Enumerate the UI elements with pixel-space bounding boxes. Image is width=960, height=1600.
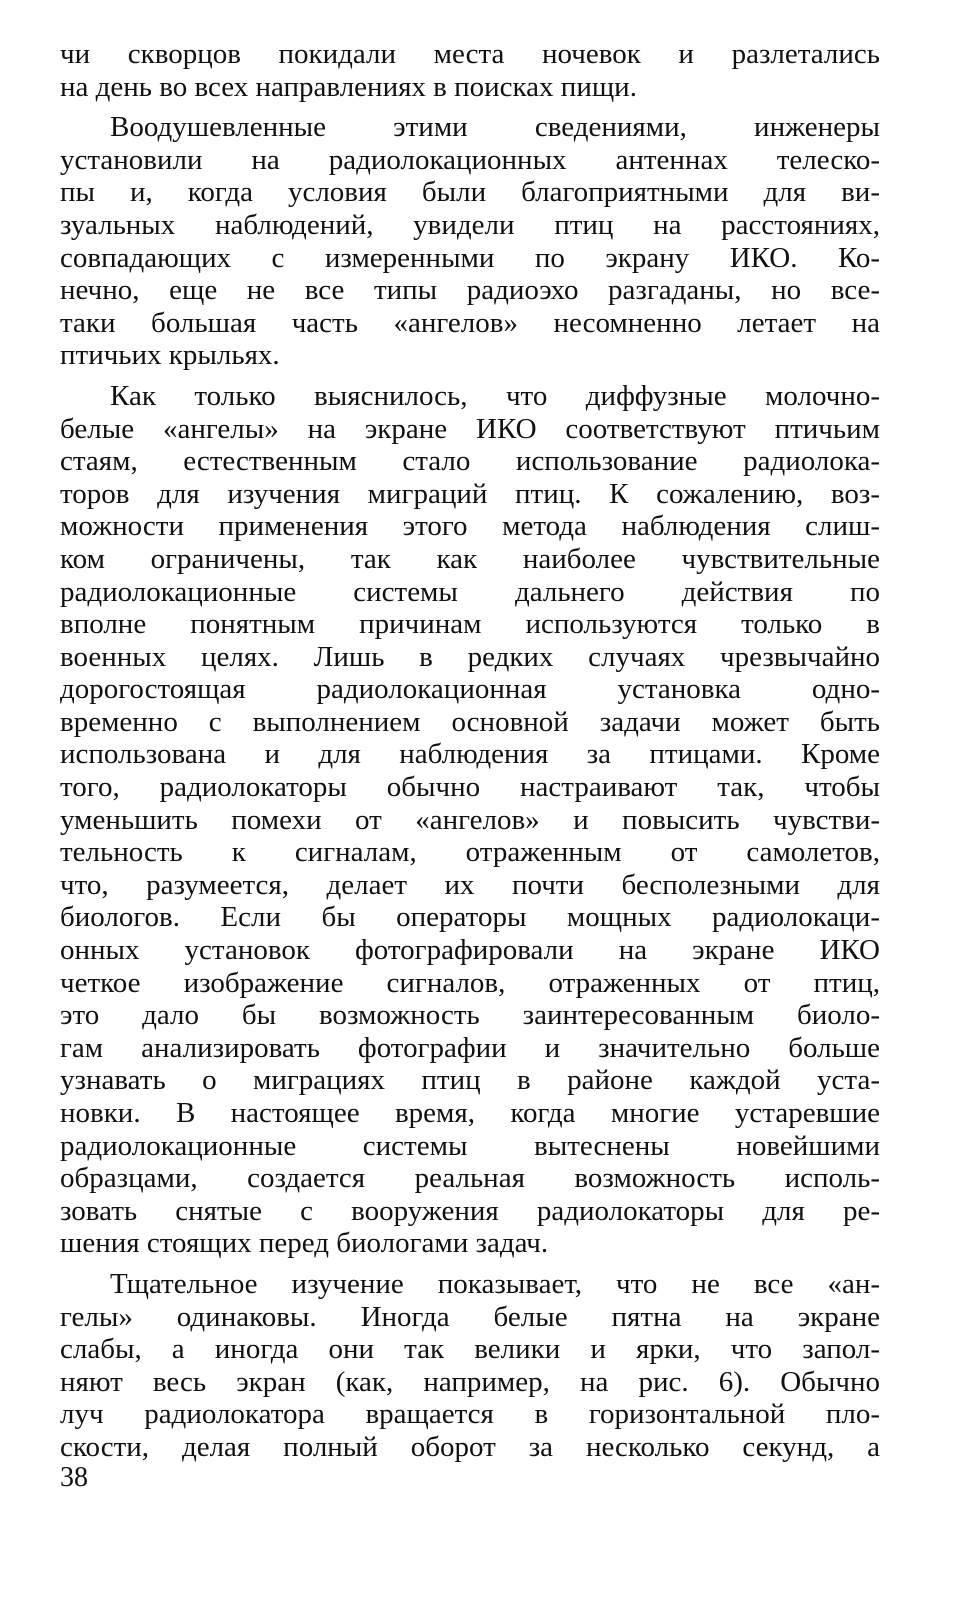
text-line: узнавать о миграциях птиц в районе каждой уста- xyxy=(60,1064,880,1097)
page-number: 38 xyxy=(60,1462,88,1493)
text-line: военных целях. Лишь в редких случаях чрезвычайно xyxy=(60,640,880,673)
text-line: онных установок фотографировали на экране ИКО xyxy=(60,934,880,967)
paragraph xyxy=(60,111,880,372)
text-line: птичьих крыльях. xyxy=(60,339,280,372)
text-line: луч радиолокатора вращается в горизонтальной пло- xyxy=(60,1398,880,1431)
text-line: установили на радиолокационных антеннах телеско- xyxy=(60,143,880,176)
paragraph xyxy=(60,38,880,103)
text-line: стаям, естественным стало использование радиолока- xyxy=(60,445,880,478)
text-line: зовать снятые с вооружения радиолокаторы для ре- xyxy=(60,1194,880,1227)
text-line: того, радиолокаторы обычно настраивают так, чтобы xyxy=(60,771,880,804)
text-line: на день во всех направлениях в поисках пищи. xyxy=(60,70,637,103)
text-line: вполне понятным причинам используются только в xyxy=(60,608,880,641)
text-line: ком ограничены, так как наиболее чувствительные xyxy=(60,542,880,575)
text-line: зуальных наблюдений, увидели птиц на расстояниях, xyxy=(60,208,880,241)
text-line: Воодушевленные этими сведениями, инженеры xyxy=(110,111,880,144)
text-line: скости, делая полный оборот за несколько секунд, а xyxy=(60,1430,880,1463)
page-body xyxy=(60,38,880,1464)
text-line: гам анализировать фотографии и значительно больше xyxy=(60,1031,880,1064)
text-line: совпадающих с измеренными по экрану ИКО. Ко- xyxy=(60,241,880,274)
text-line: тельность к сигналам, отраженным от самолетов, xyxy=(60,836,880,869)
text-line: слабы, а иногда они так велики и ярки, что запол- xyxy=(60,1333,880,1366)
text-line: гелы» одинаковы. Иногда белые пятна на экране xyxy=(60,1300,880,1333)
text-line: таки большая часть «ангелов» несомненно летает на xyxy=(60,306,880,339)
text-line: уменьшить помехи от «ангелов» и повысить чувстви- xyxy=(60,803,880,836)
text-line: торов для изучения миграций птиц. К сожалению, воз- xyxy=(60,477,880,510)
paragraph xyxy=(60,1268,880,1464)
text-line: биологов. Если бы операторы мощных радиолокаци- xyxy=(60,901,880,934)
text-line: Тщательное изучение показывает, что не все «ан- xyxy=(110,1267,880,1300)
text-line: что, разумеется, делает их почти бесполезными для xyxy=(60,868,880,901)
text-line: образцами, создается реальная возможность исполь- xyxy=(60,1162,880,1195)
text-line: пы и, когда условия были благоприятными для ви- xyxy=(60,176,880,209)
text-line: можности применения этого метода наблюдения слиш- xyxy=(60,510,880,543)
text-line: няют весь экран (как, например, на рис. 6). Обычно xyxy=(60,1365,880,1398)
text-line: шения стоящих перед биологами задач. xyxy=(60,1227,549,1260)
text-line: белые «ангелы» на экране ИКО соответствуют птичьим xyxy=(60,412,880,445)
text-line: новки. В настоящее время, когда многие устаревшие xyxy=(60,1097,880,1129)
text-line: нечно, еще не все типы радиоэхо разгаданы, но все- xyxy=(60,274,880,307)
text-line: радиолокационные системы дальнего действия по xyxy=(60,575,880,608)
text-line: это дало бы возможность заинтересованным биоло- xyxy=(60,999,880,1032)
text-line: временно с выполнением основной задачи может быть xyxy=(60,705,880,738)
text-line: Как только выяснилось, что диффузные молочно- xyxy=(110,379,880,412)
paragraph xyxy=(60,380,880,1260)
text-line: использована и для наблюдения за птицами. Кроме xyxy=(60,738,880,771)
text-line: дорогостоящая радиолокационная установка одно- xyxy=(60,673,880,706)
text-line: чи скворцов покидали места ночевок и разлетались xyxy=(60,38,880,70)
text-line: четкое изображение сигналов, отраженных от птиц, xyxy=(60,966,880,999)
text-line: радиолокационные системы вытеснены новейшими xyxy=(60,1129,880,1162)
